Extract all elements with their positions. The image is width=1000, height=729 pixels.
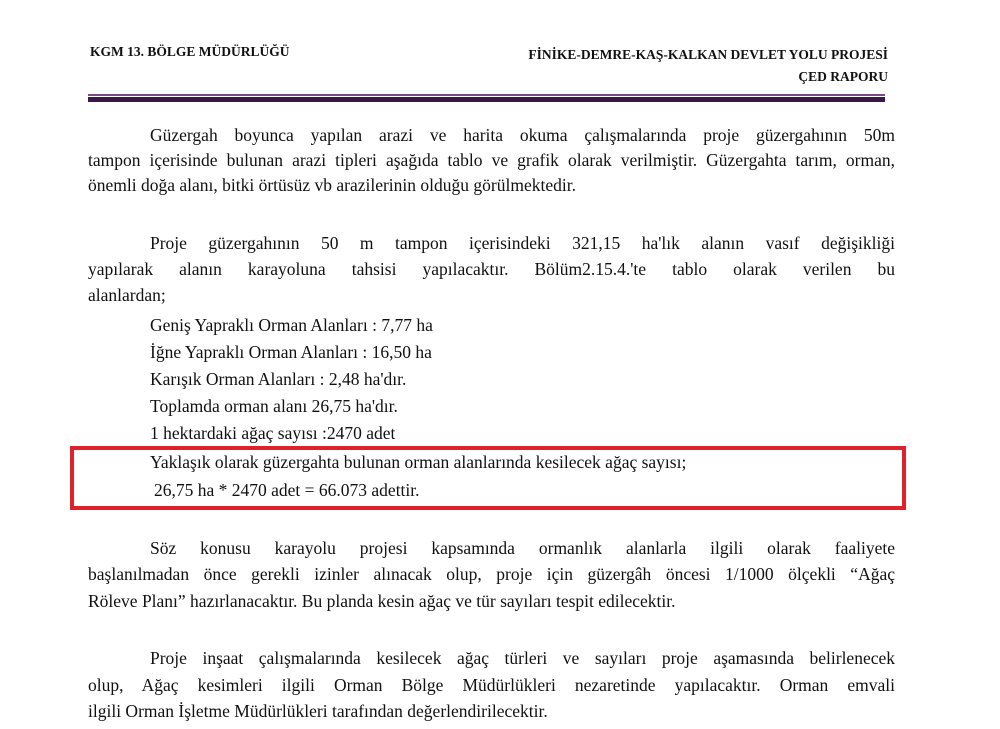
p3-line: Röleve Planı” hazırlanacaktır. Bu planda kesin ağaç ve tür sayıları tespit edilecektir. — [88, 591, 676, 611]
p1-line: tampon içerisinde bulunan arazi tipleri aşağıda tablo ve grafik olarak verilmiştir. Güzergahta tarım, orman, — [88, 150, 895, 170]
p2-line: Proje güzergahının 50 m tampon içerisindeki 321,15 ha'lık alanın vasıf değişikliği — [150, 233, 895, 253]
p1-line: Güzergah boyunca yapılan arazi ve harita okuma çalışmalarında proje güzergahının 50m — [150, 125, 895, 145]
p2-line: alanlardan; — [88, 285, 166, 305]
p2-line: yapılarak alanın karayoluna tahsisi yapılacaktır. Bölüm2.15.4.'te tablo olarak verilen bu — [88, 259, 895, 279]
highlight-line: Yaklaşık olarak güzergahta bulunan orman alanlarında kesilecek ağaç sayısı; — [150, 452, 687, 472]
header-rule-thin — [88, 94, 885, 96]
header-report: ÇED RAPORU — [798, 69, 888, 84]
header-right — [528, 44, 888, 88]
p3-line: Söz konusu karayolu projesi kapsamında ormanlık alanlarla ilgili olarak faaliyete — [150, 538, 895, 558]
p4-line: ilgili Orman İşletme Müdürlükleri tarafından değerlendirilecektir. — [88, 701, 548, 721]
header-rule-thick — [88, 97, 885, 102]
list-item: Karışık Orman Alanları : 2,48 ha'dır. — [150, 369, 407, 389]
p1-line: önemli doğa alanı, bitki örtüsüz vb arazilerinin olduğu görülmektedir. — [88, 175, 576, 195]
list-item: Geniş Yapraklı Orman Alanları : 7,77 ha — [150, 315, 433, 335]
p4-line: Proje inşaat çalışmalarında kesilecek ağaç türleri ve sayıları proje aşamasında belirlenecek — [150, 648, 895, 668]
p4-line: olup, Ağaç kesimleri ilgili Orman Bölge Müdürlükleri nezaretinde yapılacaktır. Orman emvali — [88, 675, 895, 695]
header-left: KGM 13. BÖLGE MÜDÜRLÜĞÜ — [90, 44, 290, 59]
highlight-result: 26,75 ha * 2470 adet = 66.073 adettir. — [154, 480, 420, 500]
p3-line: başlanılmadan önce gerekli izinler alınacak olup, proje için güzergâh öncesi 1/1000 ölçekli “Ağaç — [88, 564, 895, 584]
list-item: İğne Yapraklı Orman Alanları : 16,50 ha — [150, 342, 432, 362]
list-item: Toplamda orman alanı 26,75 ha'dır. — [150, 396, 398, 416]
header-project: FİNİKE-DEMRE-KAŞ-KALKAN DEVLET YOLU PROJESİ — [528, 47, 888, 62]
list-item: 1 hektardaki ağaç sayısı :2470 adet — [150, 423, 396, 443]
